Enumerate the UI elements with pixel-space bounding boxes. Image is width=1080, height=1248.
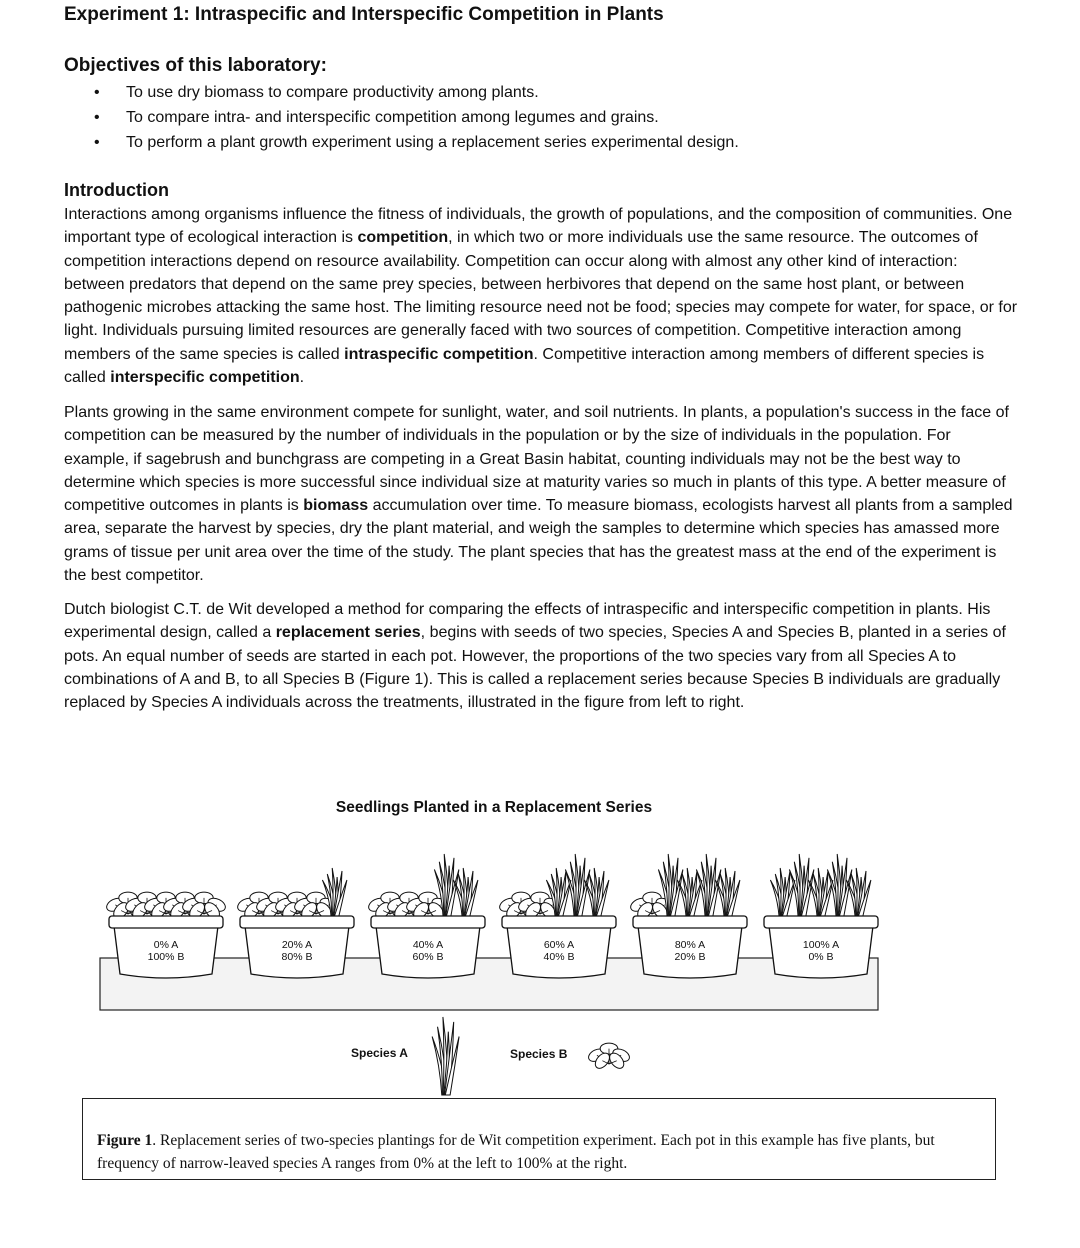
term-interspecific: interspecific competition — [110, 369, 300, 387]
pot-label-a: 60% A — [543, 939, 575, 951]
pot — [629, 854, 747, 978]
text-run: , in which two or more individuals use the same resource. The outcomes of competition interactions depend on resource availability. Competition can occur along with almost any other kind of interaction: between predators that depend on the same prey species, between herbivores that depend on the same host plant, or between pathogenic microbes attacking the same host. The limiting resource need not be food; species may compete for water, for space, or for light. Individuals pursuing limited resources are generally faced with two sources of competition. Competitive interaction among members of the same species is called — [64, 229, 1018, 363]
pot — [236, 868, 354, 978]
text-run: accumulation over time. To measure biomass, ecologists harvest all plants from a sampled area, separate the harvest by species, dry the plant material, and weigh the samples to determine which species has amassed more grams of tissue per unit area over the time of the study. The plant species that has the greatest mass at the end of the experiment is the best competitor. — [64, 497, 1013, 585]
pot-label-b: 60% B — [412, 951, 444, 963]
objectives-heading: Objectives of this laboratory: — [64, 55, 327, 76]
objective-item: • To use dry biomass to compare productivity among plants. — [64, 80, 1024, 105]
pot — [764, 854, 878, 978]
broadleaf-plant — [587, 1043, 632, 1071]
replacement-series-figure — [96, 790, 886, 1100]
pot-rim — [764, 916, 878, 928]
legend-species-b-label: Species B — [510, 1047, 568, 1061]
text-run: , begins with seeds of two species, Species A and Species B, planted in a series of pots. An equal number of seeds are started in each pot. However, the proportions of the two species vary from all Species A to combinations of A and B, to all Species B (Figure 1). This is called a replacement series because Species B individuals are gradually replaced by Species A individuals across the treatments, illustrated in the figure from left to right. — [64, 624, 1006, 712]
pot-rim — [371, 916, 485, 928]
figure-title: Seedlings Planted in a Replacement Series — [335, 799, 653, 816]
pot-label-b: 80% B — [281, 951, 313, 963]
pot-label-b: 20% B — [674, 951, 706, 963]
pot-label-a: 20% A — [281, 939, 313, 951]
objective-item: • To compare intra- and interspecific competition among legumes and grains. — [64, 105, 1024, 130]
text-run: Interactions among organisms influence the fitness of individuals, the growth of populations, and the composition of communities. One important type of ecological interaction is — [64, 206, 1013, 247]
text-run: . — [299, 369, 305, 387]
term-biomass: biomass — [303, 497, 369, 515]
pot-label-a: 80% A — [674, 939, 706, 951]
term-competition: competition — [357, 229, 449, 247]
objectives-list — [64, 80, 1024, 155]
introduction-heading: Introduction — [64, 180, 169, 200]
term-intraspecific: intraspecific competition — [344, 345, 534, 363]
legend-species-a-label: Species A — [351, 1046, 408, 1060]
term-replacement-series: replacement series — [275, 624, 421, 642]
figure-caption — [82, 1098, 996, 1180]
intro-paragraph-3 — [64, 598, 1020, 714]
legend-species-b — [510, 1043, 631, 1071]
pot-label-a: 40% A — [412, 939, 444, 951]
pot-label-b: 100% B — [147, 951, 185, 963]
pot — [105, 892, 228, 978]
objective-item: • To perform a plant growth experiment using a replacement series experimental design. — [64, 130, 1024, 155]
pot-rim — [109, 916, 223, 928]
legend-species-a — [351, 1017, 459, 1095]
caption-label: Figure 1 — [97, 1132, 153, 1149]
pot — [498, 854, 616, 978]
text-run: Dutch biologist C.T. de Wit developed a method for comparing the effects of intraspecific and interspecific competition in plants. His experimental design, called a — [64, 601, 991, 642]
pot — [367, 854, 485, 978]
pot-label-a: 0% A — [153, 939, 179, 951]
text-run: Plants growing in the same environment compete for sunlight, water, and soil nutrients. In plants, a population's success in the face of competition can be measured by the number of individuals in the population or by the size of individuals in the population. For example, if sagebrush and bunchgrass are competing in a Great Basin habitat, counting individuals may not be the best way to determine which species is more successful since individual size at maturity varies so much in plants of this type. A better measure of competitive outcomes in plants is — [64, 404, 1009, 515]
broadleaf-plant-icon — [587, 1043, 632, 1071]
grass-plant-icon — [432, 1017, 459, 1095]
tray — [100, 958, 878, 1010]
pot-rim — [240, 916, 354, 928]
text-run: . Competitive interaction among members of different species is called — [64, 345, 985, 387]
pot-rim — [633, 916, 747, 928]
pot-label-b: 0% B — [808, 951, 834, 963]
pot-label-b: 40% B — [543, 951, 575, 963]
document-title: Experiment 1: Intraspecific and Interspecific Competition in Plants — [64, 4, 664, 25]
intro-paragraph-1 — [64, 203, 1020, 389]
grass-plant — [432, 1017, 459, 1095]
pot-rim — [502, 916, 616, 928]
caption-text: . Replacement series of two-species plantings for de Wit competition experiment. Each pot in this example has five plants, but frequency of narrow-leaved species A ranges from 0% at the left to 100% at the right. — [97, 1132, 935, 1172]
intro-paragraph-2 — [64, 401, 1020, 587]
pot-label-a: 100% A — [802, 939, 840, 951]
